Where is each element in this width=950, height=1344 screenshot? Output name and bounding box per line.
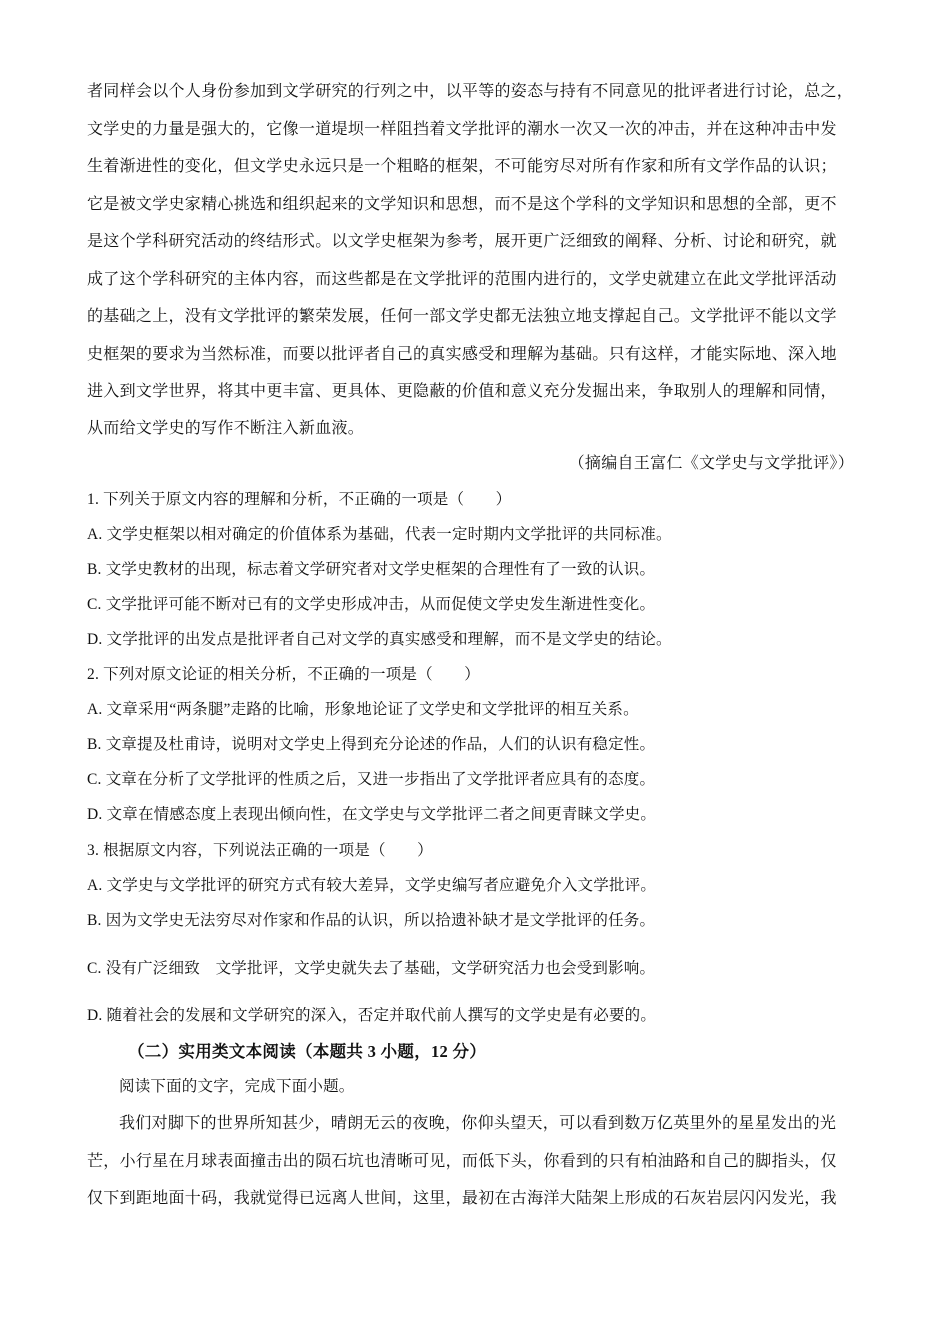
question-stem: 3. 根据原文内容，下列说法正确的一项是（ ） bbox=[87, 842, 433, 859]
section-heading: （二）实用类文本阅读（本题共 3 小题，12 分） bbox=[128, 1042, 487, 1061]
question-stem: 2. 下列对原文论证的相关分析，不正确的一项是（ ） bbox=[87, 666, 480, 683]
option-c: C. 文章在分析了文学批评的性质之后，又进一步指出了文学批评者应具有的态度。 bbox=[87, 771, 656, 788]
option-a: A. 文学史框架以相对确定的价值体系为基础，代表一定时期内文学批评的共同标准。 bbox=[87, 526, 672, 543]
source-citation: （摘编自王富仁《文学史与文学批评》） bbox=[568, 453, 854, 472]
section-instruction: 阅读下面的文字，完成下面小题。 bbox=[119, 1078, 355, 1095]
passage-line: 从而给文学史的写作不断注入新血液。 bbox=[87, 418, 365, 437]
option-c: C. 没有广泛细致 文学批评，文学史就失去了基础，文学研究活力也会受到影响。 bbox=[87, 960, 656, 977]
passage-line: 史框架的要求为当然标准，而要以批评者自己的真实感受和理解为基础。只有这样，才能实际地、深入地 bbox=[87, 344, 837, 363]
option-d: D. 文章在情感态度上表现出倾向性，在文学史与文学批评二者之间更青睐文学史。 bbox=[87, 806, 657, 823]
passage-line: 的基础之上，没有文学批评的繁荣发展，任何一部文学史都无法独立地支撑起自己。文学批评不能以文学 bbox=[87, 306, 837, 325]
passage-line: 进入到文学世界，将其中更丰富、更具体、更隐蔽的价值和意义充分发掘出来，争取别人的理解和同情， bbox=[87, 381, 837, 400]
passage-line: 文学史的力量是强大的，它像一道堤坝一样阻挡着文学批评的潮水一次又一次的冲击，并在这种冲击中发 bbox=[87, 119, 837, 138]
option-b: B. 文学史教材的出现，标志着文学研究者对文学史框架的合理性有了一致的认识。 bbox=[87, 561, 656, 578]
option-c: C. 文学批评可能不断对已有的文学史形成冲击，从而促使文学史发生渐进性变化。 bbox=[87, 596, 656, 613]
passage-line: 我们对脚下的世界所知甚少，晴朗无云的夜晚，你仰头望天，可以看到数万亿英里外的星星发出的光 bbox=[119, 1113, 837, 1132]
option-b: B. 文章提及杜甫诗，说明对文学史上得到充分论述的作品，人们的认识有稳定性。 bbox=[87, 736, 656, 753]
passage-line: 是这个学科研究活动的终结形式。以文学史框架为参考，展开更广泛细致的阐释、分析、讨论和研究，就 bbox=[87, 231, 837, 250]
passage-line: 它是被文学史家精心挑选和组织起来的文学知识和思想，而不是这个学科的文学知识和思想的全部，更不 bbox=[87, 194, 837, 213]
passage-line: 仅下到距地面十码，我就觉得已远离人世间，这里，最初在古海洋大陆架上形成的石灰岩层闪闪发光，我 bbox=[87, 1188, 837, 1207]
option-d: D. 文学批评的出发点是批评者自己对文学的真实感受和理解，而不是文学史的结论。 bbox=[87, 631, 672, 648]
option-b: B. 因为文学史无法穷尽对作家和作品的认识，所以拾遗补缺才是文学批评的任务。 bbox=[87, 912, 656, 929]
passage-line: 芒，小行星在月球表面撞击出的陨石坑也清晰可见，而低下头，你看到的只有柏油路和自己的脚指头，仅 bbox=[87, 1151, 837, 1170]
question-stem: 1. 下列关于原文内容的理解和分析，不正确的一项是（ ） bbox=[87, 491, 512, 508]
option-d: D. 随着社会的发展和文学研究的深入，否定并取代前人撰写的文学史是有必要的。 bbox=[87, 1007, 657, 1024]
passage-line: 者同样会以个人身份参加到文学研究的行列之中，以平等的姿态与持有不同意见的批评者进行讨论，总之， bbox=[87, 81, 854, 100]
passage-line: 生着渐进性的变化，但文学史永远只是一个粗略的框架，不可能穷尽对所有作家和所有文学作品的认识； bbox=[87, 156, 837, 175]
option-a: A. 文学史与文学批评的研究方式有较大差异，文学史编写者应避免介入文学批评。 bbox=[87, 877, 657, 894]
option-a: A. 文章采用“两条腿”走路的比喻，形象地论证了文学史和文学批评的相互关系。 bbox=[87, 701, 639, 718]
passage-line: 成了这个学科研究的主体内容，而这些都是在文学批评的范围内进行的，文学史就建立在此文学批评活动 bbox=[87, 269, 837, 288]
